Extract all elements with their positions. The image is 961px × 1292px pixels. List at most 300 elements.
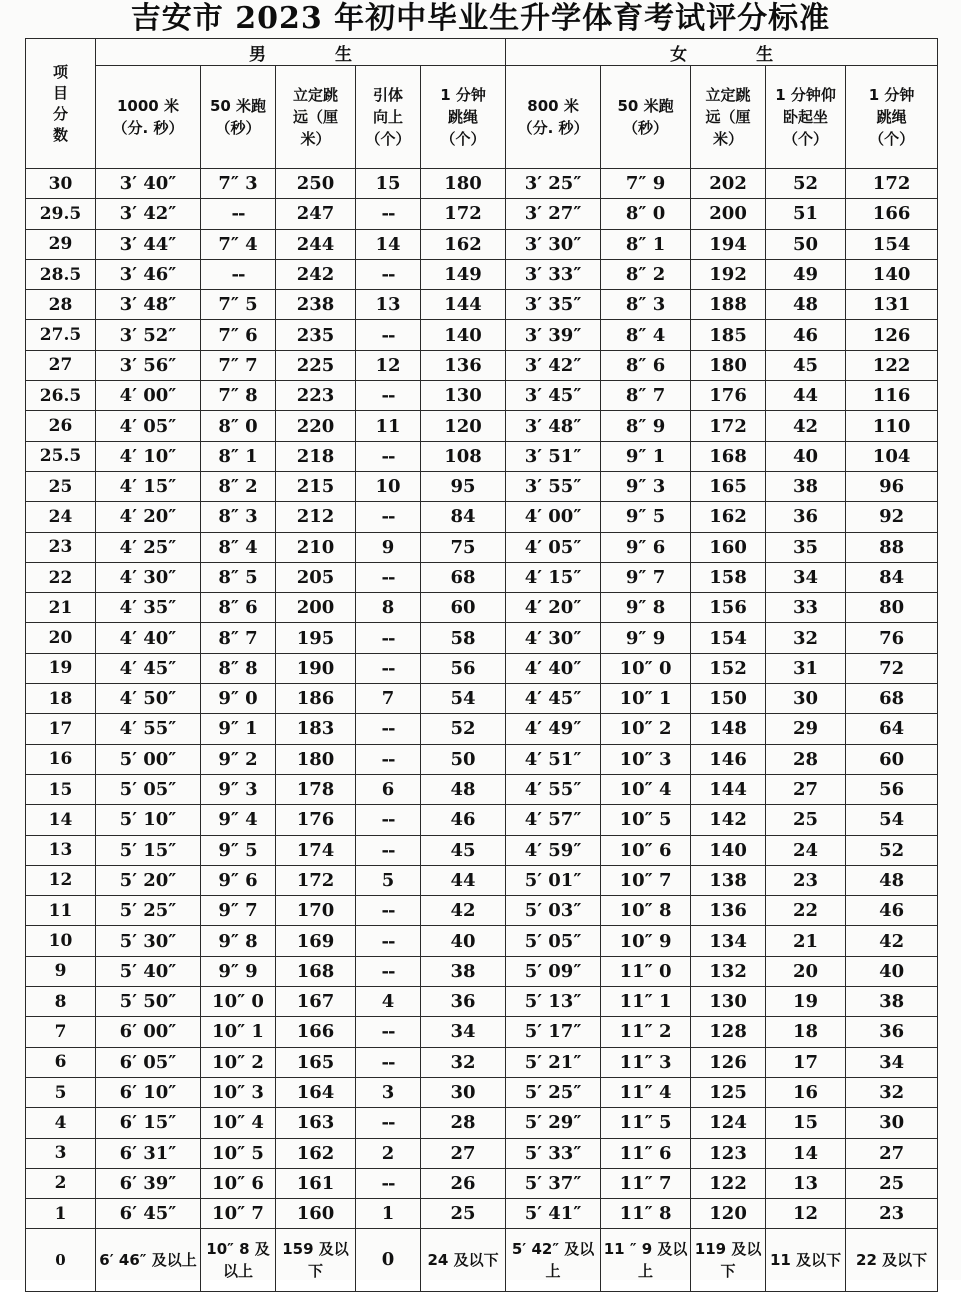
value-cell: 178: [276, 774, 356, 804]
value-cell: 5′ 29″: [506, 1108, 601, 1138]
value-cell: 10″ 8 及以上: [201, 1229, 276, 1292]
value-cell: 180: [421, 169, 506, 199]
value-cell: 8″ 1: [601, 229, 691, 259]
value-cell: 38: [846, 987, 938, 1017]
value-cell: 172: [276, 865, 356, 895]
line: 跳绳: [876, 108, 907, 126]
value-cell: 80: [846, 593, 938, 623]
value-cell: 4′ 15″: [96, 471, 201, 501]
value-cell: 4′ 30″: [96, 562, 201, 592]
table-row: [26, 896, 938, 926]
value-cell: 10″ 1: [601, 684, 691, 714]
value-cell: 13: [766, 1168, 846, 1198]
value-cell: --: [356, 653, 421, 683]
value-cell: 54: [846, 805, 938, 835]
value-cell: 1: [356, 1199, 421, 1229]
value-cell: 12: [356, 350, 421, 380]
col-header-male-50m: [201, 66, 276, 169]
value-cell: 5′ 09″: [506, 956, 601, 986]
value-cell: 172: [691, 411, 766, 441]
value-cell: 223: [276, 381, 356, 411]
value-cell: 7″ 5: [201, 290, 276, 320]
value-cell: 3′ 39″: [506, 320, 601, 350]
table-row: [26, 593, 938, 623]
table-row: [26, 653, 938, 683]
value-cell: 165: [691, 471, 766, 501]
value-cell: --: [356, 199, 421, 229]
value-cell: 9″ 4: [201, 805, 276, 835]
value-cell: 33: [766, 593, 846, 623]
score-cell: 26: [26, 411, 96, 441]
value-cell: 200: [691, 199, 766, 229]
score-cell: 25: [26, 471, 96, 501]
value-cell: 3′ 52″: [96, 320, 201, 350]
value-cell: 144: [691, 774, 766, 804]
value-cell: 8″ 5: [201, 562, 276, 592]
value-cell: 235: [276, 320, 356, 350]
value-cell: 126: [846, 320, 938, 350]
value-cell: 4′ 57″: [506, 805, 601, 835]
value-cell: --: [356, 956, 421, 986]
value-cell: 154: [691, 623, 766, 653]
value-cell: 4′ 05″: [506, 532, 601, 562]
value-cell: 7″ 9: [601, 169, 691, 199]
value-cell: 149: [421, 259, 506, 289]
value-cell: 14: [356, 229, 421, 259]
value-cell: 28: [421, 1108, 506, 1138]
score-cell: 8: [26, 987, 96, 1017]
value-cell: 6′ 00″: [96, 1017, 201, 1047]
line: （分. 秒）: [112, 119, 184, 137]
value-cell: --: [356, 1047, 421, 1077]
value-cell: 48: [421, 774, 506, 804]
value-cell: 11: [356, 411, 421, 441]
score-cell: 10: [26, 926, 96, 956]
value-cell: 242: [276, 259, 356, 289]
value-cell: 140: [421, 320, 506, 350]
table-row: [26, 1199, 938, 1229]
value-cell: 5′ 42″ 及以上: [506, 1229, 601, 1292]
value-cell: 10″ 9: [601, 926, 691, 956]
value-cell: 9″ 5: [601, 502, 691, 532]
value-cell: 3′ 30″: [506, 229, 601, 259]
table-row: [26, 350, 938, 380]
value-cell: 6′ 10″: [96, 1077, 201, 1107]
value-cell: --: [356, 562, 421, 592]
score-cell: 30: [26, 169, 96, 199]
value-cell: 7″ 3: [201, 169, 276, 199]
value-cell: 5′ 30″: [96, 926, 201, 956]
value-cell: 13: [356, 290, 421, 320]
value-cell: 4′ 55″: [96, 714, 201, 744]
value-cell: 194: [691, 229, 766, 259]
value-cell: 152: [691, 653, 766, 683]
value-cell: 164: [276, 1077, 356, 1107]
value-cell: 11″ 6: [601, 1138, 691, 1168]
value-cell: 3′ 42″: [506, 350, 601, 380]
value-cell: 4′ 51″: [506, 744, 601, 774]
value-cell: 12: [766, 1199, 846, 1229]
value-cell: 60: [421, 593, 506, 623]
value-cell: 188: [691, 290, 766, 320]
value-cell: 8″ 6: [601, 350, 691, 380]
value-cell: 8″ 0: [201, 411, 276, 441]
table-row: [26, 926, 938, 956]
value-cell: 3′ 56″: [96, 350, 201, 380]
value-cell: 122: [691, 1168, 766, 1198]
value-cell: 44: [421, 865, 506, 895]
table-head: [26, 39, 938, 169]
value-cell: 10″ 4: [601, 774, 691, 804]
table-row: [26, 411, 938, 441]
table-row: [26, 1047, 938, 1077]
value-cell: 9″ 5: [201, 835, 276, 865]
value-cell: 42: [846, 926, 938, 956]
value-cell: 122: [846, 350, 938, 380]
line: （秒）: [215, 119, 261, 137]
score-cell: 6: [26, 1047, 96, 1077]
value-cell: 238: [276, 290, 356, 320]
score-cell: 4: [26, 1108, 96, 1138]
value-cell: 225: [276, 350, 356, 380]
value-cell: 10″ 0: [601, 653, 691, 683]
value-cell: 8″ 6: [201, 593, 276, 623]
value-cell: 6′ 15″: [96, 1108, 201, 1138]
value-cell: 4′ 35″: [96, 593, 201, 623]
value-cell: 6′ 31″: [96, 1138, 201, 1168]
value-cell: --: [356, 744, 421, 774]
value-cell: 244: [276, 229, 356, 259]
value-cell: --: [356, 1017, 421, 1047]
value-cell: 144: [421, 290, 506, 320]
value-cell: 4: [356, 987, 421, 1017]
line: 50 米跑: [209, 97, 267, 115]
value-cell: 5′ 20″: [96, 865, 201, 895]
score-cell: 27.5: [26, 320, 96, 350]
table-row: [26, 320, 938, 350]
value-cell: 29: [766, 714, 846, 744]
value-cell: 8″ 8: [201, 653, 276, 683]
score-cell: 3: [26, 1138, 96, 1168]
value-cell: 34: [766, 562, 846, 592]
value-cell: 76: [846, 623, 938, 653]
line: （秒）: [623, 119, 669, 137]
value-cell: 16: [766, 1077, 846, 1107]
value-cell: 68: [846, 684, 938, 714]
value-cell: 84: [421, 502, 506, 532]
value-cell: 14: [766, 1138, 846, 1168]
line: 远（厘: [705, 108, 751, 126]
value-cell: 11″ 1: [601, 987, 691, 1017]
score-cell: 5: [26, 1077, 96, 1107]
score-cell: 12: [26, 865, 96, 895]
value-cell: 186: [276, 684, 356, 714]
value-cell: 3′ 55″: [506, 471, 601, 501]
line: 1 分钟仰: [775, 86, 836, 104]
table-row: [26, 956, 938, 986]
value-cell: 4′ 00″: [506, 502, 601, 532]
line: 跳绳: [448, 108, 479, 126]
value-cell: 3′ 25″: [506, 169, 601, 199]
score-header-cell: [26, 39, 96, 169]
value-cell: 10: [356, 471, 421, 501]
value-cell: --: [356, 441, 421, 471]
value-cell: 52: [766, 169, 846, 199]
value-cell: 168: [276, 956, 356, 986]
value-cell: 24 及以下: [421, 1229, 506, 1292]
score-cell: 7: [26, 1017, 96, 1047]
value-cell: 52: [846, 835, 938, 865]
value-cell: 218: [276, 441, 356, 471]
value-cell: 84: [846, 562, 938, 592]
value-cell: 42: [766, 411, 846, 441]
value-cell: 11″ 2: [601, 1017, 691, 1047]
value-cell: 52: [421, 714, 506, 744]
score-cell: 25.5: [26, 441, 96, 471]
value-cell: 166: [846, 199, 938, 229]
value-cell: 185: [691, 320, 766, 350]
value-cell: 4′ 25″: [96, 532, 201, 562]
score-header-char-3: 数: [52, 125, 68, 144]
value-cell: 10″ 3: [601, 744, 691, 774]
value-cell: 160: [276, 1199, 356, 1229]
value-cell: 19: [766, 987, 846, 1017]
value-cell: 20: [766, 956, 846, 986]
value-cell: 4′ 40″: [96, 623, 201, 653]
value-cell: 6′ 39″: [96, 1168, 201, 1198]
table-row: [26, 865, 938, 895]
value-cell: --: [356, 1108, 421, 1138]
value-cell: 18: [766, 1017, 846, 1047]
value-cell: 96: [846, 471, 938, 501]
value-cell: 56: [846, 774, 938, 804]
value-cell: 24: [766, 835, 846, 865]
value-cell: 95: [421, 471, 506, 501]
value-cell: 35: [766, 532, 846, 562]
value-cell: 7″ 8: [201, 381, 276, 411]
value-cell: 11″ 7: [601, 1168, 691, 1198]
value-cell: 11″ 5: [601, 1108, 691, 1138]
value-cell: 27: [766, 774, 846, 804]
value-cell: 190: [276, 653, 356, 683]
score-cell: 15: [26, 774, 96, 804]
value-cell: 10″ 2: [601, 714, 691, 744]
value-cell: 174: [276, 835, 356, 865]
value-cell: 9″ 7: [201, 896, 276, 926]
value-cell: --: [201, 259, 276, 289]
value-cell: 5′ 03″: [506, 896, 601, 926]
value-cell: 10″ 6: [201, 1168, 276, 1198]
value-cell: 3′ 27″: [506, 199, 601, 229]
value-cell: --: [356, 805, 421, 835]
value-cell: 161: [276, 1168, 356, 1198]
score-cell: 20: [26, 623, 96, 653]
score-cell: 19: [26, 653, 96, 683]
header-item-row: [26, 66, 938, 169]
value-cell: 0: [356, 1229, 421, 1292]
value-cell: 3′ 45″: [506, 381, 601, 411]
value-cell: 8″ 2: [601, 259, 691, 289]
value-cell: --: [201, 199, 276, 229]
score-header-char-1: 目: [52, 83, 68, 102]
table-row: [26, 381, 938, 411]
value-cell: 6′ 46″ 及以上: [96, 1229, 201, 1292]
score-cell: 13: [26, 835, 96, 865]
value-cell: 44: [766, 381, 846, 411]
value-cell: 3′ 44″: [96, 229, 201, 259]
table-row: [26, 502, 938, 532]
value-cell: 23: [766, 865, 846, 895]
value-cell: 9″ 1: [601, 441, 691, 471]
value-cell: 126: [691, 1047, 766, 1077]
line: （个）: [783, 130, 829, 148]
value-cell: 5′ 05″: [96, 774, 201, 804]
table-row: [26, 199, 938, 229]
value-cell: 7″ 6: [201, 320, 276, 350]
value-cell: --: [356, 926, 421, 956]
table-row: [26, 290, 938, 320]
value-cell: 123: [691, 1138, 766, 1168]
value-cell: 5′ 25″: [96, 896, 201, 926]
score-header-char-2: 分: [52, 104, 68, 123]
value-cell: 30: [421, 1077, 506, 1107]
header-group-row: [26, 39, 938, 66]
value-cell: 5′ 10″: [96, 805, 201, 835]
value-cell: 8″ 0: [601, 199, 691, 229]
value-cell: 247: [276, 199, 356, 229]
value-cell: 125: [691, 1077, 766, 1107]
value-cell: 176: [276, 805, 356, 835]
value-cell: 128: [691, 1017, 766, 1047]
value-cell: 212: [276, 502, 356, 532]
value-cell: 10″ 8: [601, 896, 691, 926]
value-cell: --: [356, 502, 421, 532]
value-cell: 11″ 0: [601, 956, 691, 986]
value-cell: 5′ 05″: [506, 926, 601, 956]
score-cell: 9: [26, 956, 96, 986]
value-cell: 11″ 4: [601, 1077, 691, 1107]
value-cell: 7″ 4: [201, 229, 276, 259]
value-cell: 8″ 3: [201, 502, 276, 532]
value-cell: 4′ 49″: [506, 714, 601, 744]
line: 米）: [713, 130, 744, 148]
value-cell: 110: [846, 411, 938, 441]
value-cell: 150: [691, 684, 766, 714]
value-cell: 5′ 41″: [506, 1199, 601, 1229]
value-cell: 15: [766, 1108, 846, 1138]
value-cell: 11″ 8: [601, 1199, 691, 1229]
score-cell: 22: [26, 562, 96, 592]
line: （个）: [440, 130, 486, 148]
value-cell: 22 及以下: [846, 1229, 938, 1292]
value-cell: 7: [356, 684, 421, 714]
value-cell: 9: [356, 532, 421, 562]
value-cell: 5′ 17″: [506, 1017, 601, 1047]
value-cell: 4′ 59″: [506, 835, 601, 865]
value-cell: 21: [766, 926, 846, 956]
table-row: [26, 835, 938, 865]
value-cell: 32: [766, 623, 846, 653]
value-cell: 3′ 48″: [506, 411, 601, 441]
value-cell: 4′ 20″: [506, 593, 601, 623]
value-cell: 8″ 9: [601, 411, 691, 441]
col-header-male-1000m: [96, 66, 201, 169]
line: 米）: [300, 130, 331, 148]
value-cell: 3′ 46″: [96, 259, 201, 289]
value-cell: 166: [276, 1017, 356, 1047]
score-cell: 14: [26, 805, 96, 835]
value-cell: 3′ 42″: [96, 199, 201, 229]
value-cell: 169: [276, 926, 356, 956]
table-row: [26, 987, 938, 1017]
score-cell: 0: [26, 1229, 96, 1292]
value-cell: 148: [691, 714, 766, 744]
value-cell: 36: [421, 987, 506, 1017]
value-cell: 4′ 55″: [506, 774, 601, 804]
value-cell: 2: [356, 1138, 421, 1168]
value-cell: --: [356, 623, 421, 653]
value-cell: 11 ″ 9 及以上: [601, 1229, 691, 1292]
score-cell: 27: [26, 350, 96, 380]
value-cell: --: [356, 259, 421, 289]
value-cell: 25: [766, 805, 846, 835]
value-cell: 124: [691, 1108, 766, 1138]
value-cell: 119 及以下: [691, 1229, 766, 1292]
value-cell: 154: [846, 229, 938, 259]
value-cell: 162: [421, 229, 506, 259]
value-cell: 180: [691, 350, 766, 380]
value-cell: 9″ 6: [601, 532, 691, 562]
value-cell: 134: [691, 926, 766, 956]
value-cell: 10″ 4: [201, 1108, 276, 1138]
value-cell: --: [356, 381, 421, 411]
value-cell: 5′ 37″: [506, 1168, 601, 1198]
value-cell: 3′ 40″: [96, 169, 201, 199]
value-cell: 180: [276, 744, 356, 774]
value-cell: 30: [766, 684, 846, 714]
score-cell: 18: [26, 684, 96, 714]
value-cell: 5′ 21″: [506, 1047, 601, 1077]
score-cell: 1: [26, 1199, 96, 1229]
value-cell: 4′ 30″: [506, 623, 601, 653]
value-cell: 131: [846, 290, 938, 320]
score-cell: 29.5: [26, 199, 96, 229]
value-cell: 172: [421, 199, 506, 229]
scoring-standards-table: [25, 38, 938, 1292]
value-cell: 27: [421, 1138, 506, 1168]
value-cell: 120: [691, 1199, 766, 1229]
col-header-female-50m: [601, 66, 691, 169]
value-cell: 10″ 0: [201, 987, 276, 1017]
value-cell: 5′ 25″: [506, 1077, 601, 1107]
value-cell: 36: [766, 502, 846, 532]
table-row: [26, 623, 938, 653]
value-cell: 51: [766, 199, 846, 229]
value-cell: 4′ 10″: [96, 441, 201, 471]
col-header-female-800m: [506, 66, 601, 169]
value-cell: 5′ 15″: [96, 835, 201, 865]
value-cell: 176: [691, 381, 766, 411]
table-row: [26, 1108, 938, 1138]
value-cell: 25: [846, 1168, 938, 1198]
value-cell: 6′ 45″: [96, 1199, 201, 1229]
score-cell: 28: [26, 290, 96, 320]
table-row: [26, 1017, 938, 1047]
table-row: [26, 1077, 938, 1107]
value-cell: 163: [276, 1108, 356, 1138]
table-row: [26, 774, 938, 804]
value-cell: 10″ 7: [601, 865, 691, 895]
